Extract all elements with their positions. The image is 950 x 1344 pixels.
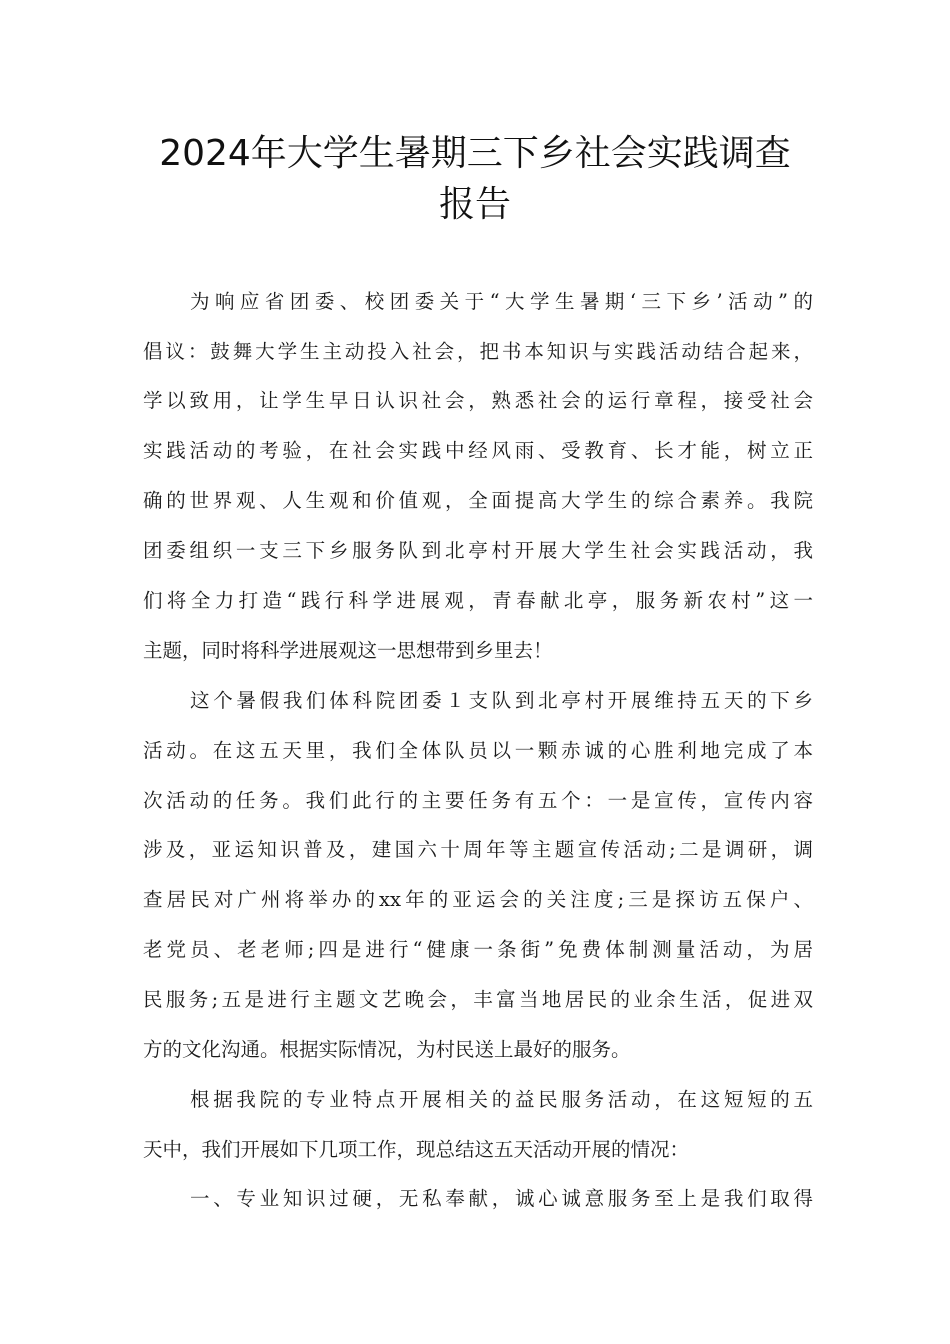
paragraph-2-line-5: 查居民对广州将举办的xx年的亚运会的关注度;三是探访五保户、 [143, 888, 813, 911]
paragraph-1-line-5: 确的世界观、人生观和价值观，全面提高大学生的综合素养。我院 [143, 489, 813, 512]
paragraph-1-line-8: 主题，同时将科学进展观这一思想带到乡里去！ [143, 639, 553, 662]
paragraph-2-line-2: 活动。在这五天里，我们全体队员以一颗赤诚的心胜利地完成了本 [143, 739, 813, 762]
paragraph-2-line-1: 这个暑假我们体科院团委１支队到北亭村开展维持五天的下乡 [190, 689, 813, 712]
paragraph-2-line-7: 民服务;五是进行主题文艺晚会，丰富当地居民的业余生活，促进双 [143, 988, 813, 1011]
paragraph-3-line-1: 根据我院的专业特点开展相关的益民服务活动，在这短短的五 [190, 1088, 813, 1111]
paragraph-4-line-1: 一、专业知识过硬，无私奉献，诚心诚意服务至上是我们取得 [190, 1187, 813, 1210]
paragraph-2-line-4: 涉及，亚运知识普及，建国六十周年等主题宣传活动;二是调研，调 [143, 838, 813, 861]
paragraph-1-line-4: 实践活动的考验，在社会实践中经风雨、受教育、长才能，树立正 [143, 439, 813, 462]
paragraph-2-line-6: 老党员、老老师;四是进行“健康一条街”免费体制测量活动，为居 [143, 938, 813, 961]
paragraph-1-line-6: 团委组织一支三下乡服务队到北亭村开展大学生社会实践活动，我 [143, 539, 813, 562]
document-title-line-2: 报告 [438, 184, 511, 225]
paragraph-2-line-8: 方的文化沟通。根据实际情况，为村民送上最好的服务。 [143, 1038, 631, 1061]
paragraph-1-line-7: 们将全力打造“践行科学进展观，青春献北亭，服务新农村”这一 [143, 589, 813, 612]
paragraph-1-line-2: 倡议：鼓舞大学生主动投入社会，把书本知识与实践活动结合起来， [143, 340, 813, 363]
paragraph-2-line-3: 次活动的任务。我们此行的主要任务有五个：一是宣传，宣传内容 [143, 789, 813, 812]
paragraph-1-line-3: 学以致用，让学生早日认识社会，熟悉社会的运行章程，接受社会 [143, 389, 813, 412]
paragraph-1-line-1: 为响应省团委、校团委关于“大学生暑期‘三下乡’活动”的 [190, 290, 813, 313]
paragraph-3-line-2: 天中，我们开展如下几项工作，现总结这五天活动开展的情况： [143, 1138, 690, 1161]
document-title-line-1: 2024年大学生暑期三下乡社会实践调查 [159, 133, 791, 174]
